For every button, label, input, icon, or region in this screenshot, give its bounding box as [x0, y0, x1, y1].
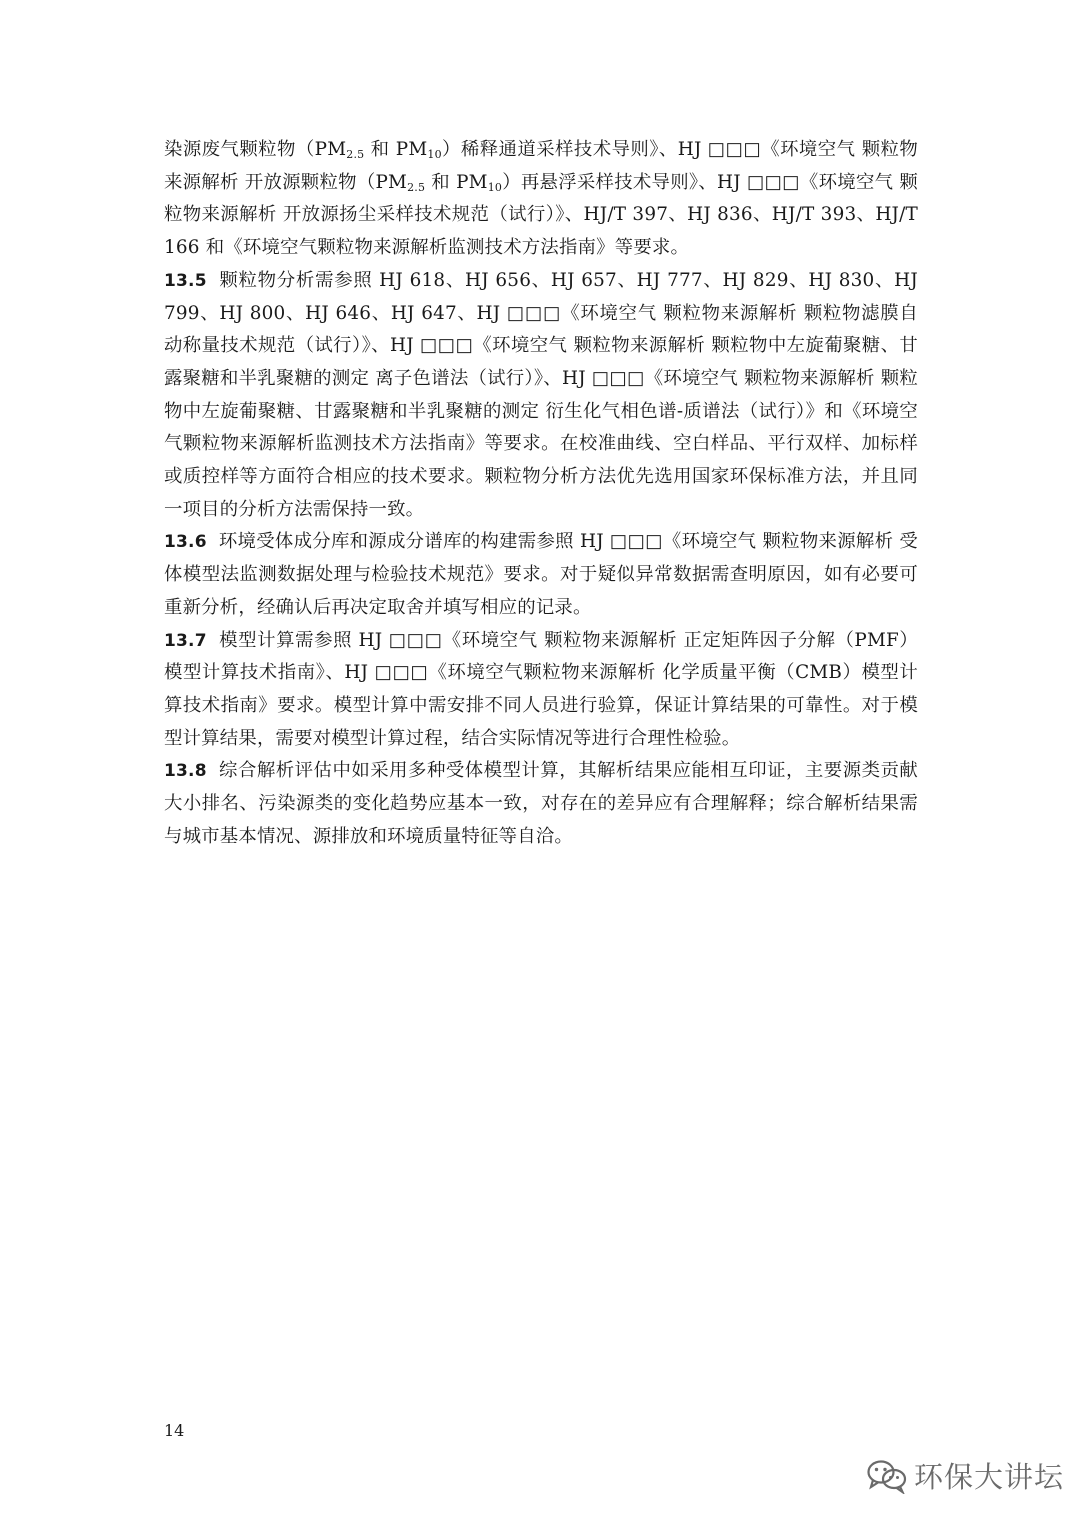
- paragraph-text: ）稀释通道采样技术导则》、HJ □□□《环境空气 颗粒物来源解析 开放源颗粒物（PM: [164, 139, 918, 193]
- subscript: 2.5: [407, 180, 426, 194]
- paragraph-13-5: [164, 265, 918, 527]
- paragraph-13-6: [164, 526, 918, 624]
- paragraph-text: 和 PM: [425, 171, 488, 193]
- paragraph-13-7: [164, 625, 918, 756]
- paragraph-13-8: [164, 755, 918, 853]
- subscript: 10: [427, 148, 442, 161]
- paragraph-text: 环境受体成分库和源成分谱库的构建需参照 HJ □□□《环境空气 颗粒物来源解析 受体模型法监测数据处理与检验技术规范》要求。对于疑似异常数据需查明原因，如有必要可重新分析，经确认后再决定取舍并填写相应的记录。: [164, 531, 918, 618]
- watermark: [866, 1455, 1064, 1496]
- section-number: 13.5: [164, 270, 207, 291]
- section-number: 13.7: [164, 630, 207, 651]
- paragraph-text: 综合解析评估中如采用多种受体模型计算，其解析结果应能相互印证，主要源类贡献大小排名、污染源类的变化趋势应基本一致，对存在的差异应有合理解释；综合解析结果需与城市基本情况、源排放和环境质量特征等自洽。: [164, 760, 918, 847]
- subscript: 10: [487, 180, 503, 194]
- body-text: [164, 134, 918, 853]
- paragraph-text: 模型计算需参照 HJ □□□《环境空气 颗粒物来源解析 正定矩阵因子分解（PMF）模型计算技术指南》、HJ □□□《环境空气颗粒物来源解析 化学质量平衡（CMB）模型计算技术指南》要求。模型计算中需安排不同人员进行验算，保证计算结果的可靠性。对于模型计算结果，需要对模型计算过程，结合实际情况等进行合理性检验。: [164, 629, 918, 749]
- paragraph-text: 颗粒物分析需参照 HJ 618、HJ 656、HJ 657、HJ 777、HJ 829、HJ 830、HJ 799、HJ 800、HJ 646、HJ 647、HJ □□□《环境空气 颗粒物来源解析 颗粒物滤膜自动称量技术规范（试行）》、HJ □□□《环境空气 颗粒物来源解析 颗粒物中左旋葡聚糖、甘露聚糖和半乳聚糖的测定 离子色谱法（试行）》、HJ □□□《环境空气 颗粒物来源解析 颗粒物中左旋葡聚糖、甘露聚糖和半乳聚糖的测定 衍生化气相色谱-质谱法（试行）》和《环境空气颗粒物来源解析监测技术方法指南》等要求。在校准曲线、空白样品、平行双样、加标样或质控样等方面符合相应的技术要求。颗粒物分析方法优先选用国家环保标准方法，并且同一项目的分析方法需保持一致。: [164, 269, 918, 520]
- paragraph-text: ）再悬浮采样技术导则》、HJ □□□《环境空气 颗粒物来源解析 开放源扬尘采样技术规范（试行）》、HJ/T 397、HJ 836、HJ/T 393、HJ/T 166 和《环境空气颗粒物来源解析监测技术方法指南》等要求。: [164, 171, 918, 259]
- paragraph-text: 染源废气颗粒物（PM: [164, 139, 347, 160]
- section-number: 13.8: [164, 761, 207, 782]
- watermark-text: 环保大讲坛: [914, 1460, 1065, 1494]
- section-number: 13.6: [164, 532, 207, 553]
- paragraph-continued: [164, 134, 918, 265]
- paragraph-text: 和 PM: [364, 139, 428, 160]
- page-number: 14: [164, 1421, 185, 1440]
- subscript: 2.5: [346, 148, 365, 161]
- wechat-icon: [866, 1458, 908, 1494]
